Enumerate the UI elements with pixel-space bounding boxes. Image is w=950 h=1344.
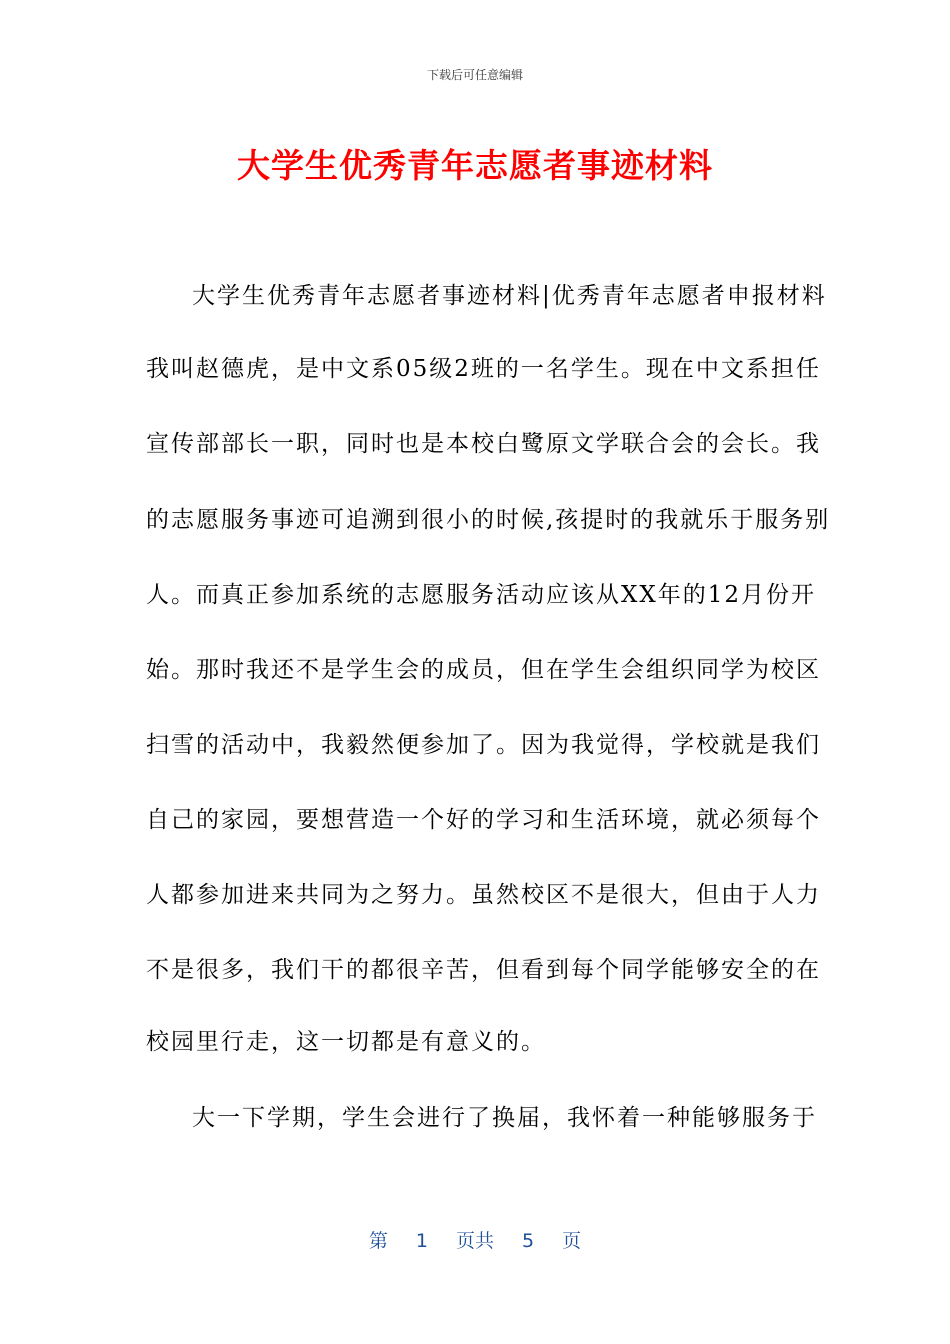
paragraph-line: 始。那时我还不是学生会的成员，但在学生会组织同学为校区: [146, 657, 821, 683]
page-number: 第 1 页共 5 页: [368, 1230, 582, 1252]
paragraph-line: 宣传部部长一职，同时也是本校白鹭原文学联合会的会长。我: [146, 431, 821, 457]
document-title: 大学生优秀青年志愿者事迹材料: [237, 146, 713, 185]
paragraph-line: 我叫赵德虎，是中文系05级2班的一名学生。现在中文系担任: [146, 356, 821, 382]
paragraph-line: 扫雪的活动中，我毅然便参加了。因为我觉得，学校就是我们: [146, 732, 821, 758]
paragraph-line: 大一下学期，学生会进行了换届，我怀着一种能够服务于: [192, 1105, 817, 1131]
paragraph-line: 大学生优秀青年志愿者事迹材料|优秀青年志愿者申报材料: [192, 283, 827, 309]
paragraph-line: 校园里行走，这一切都是有意义的。: [146, 1029, 546, 1055]
header-note: 下载后可任意编辑: [426, 68, 523, 82]
paragraph-line: 的志愿服务事迹可追溯到很小的时候,孩提时的我就乐于服务别: [146, 507, 831, 533]
paragraph-line: 自己的家园，要想营造一个好的学习和生活环境，就必须每个: [146, 807, 821, 833]
paragraph-line: 人。而真正参加系统的志愿服务活动应该从XX年的12月份开: [146, 582, 817, 608]
paragraph-line: 人都参加进来共同为之努力。虽然校区不是很大，但由于人力: [146, 882, 821, 908]
paragraph-line: 不是很多，我们干的都很辛苦，但看到每个同学能够安全的在: [146, 957, 821, 983]
